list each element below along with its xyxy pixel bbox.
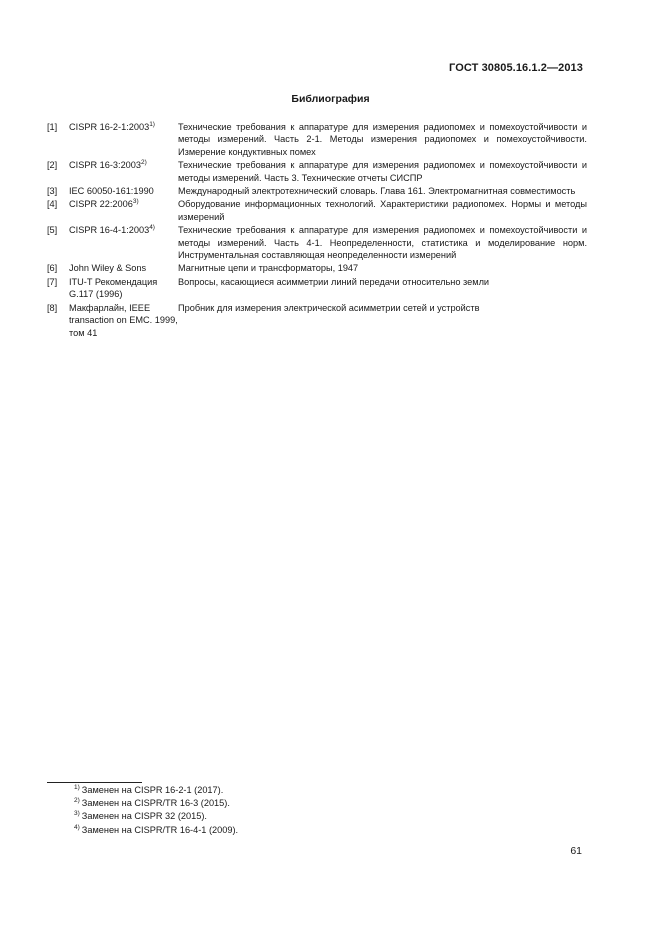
entry-number: [3] xyxy=(47,186,58,197)
footnote-mark: 4) xyxy=(74,823,80,831)
entry-reference xyxy=(69,185,178,198)
entry-reference xyxy=(69,121,178,159)
footnote-text: Заменен на CISPR/TR 16-3 (2015). xyxy=(81,798,230,809)
footnote-mark: 1) xyxy=(149,120,155,128)
entry-reference: ITU-T Рекомендация G.117 (1996) xyxy=(69,276,158,300)
bibliography-entry xyxy=(47,121,587,159)
entry-number: [7] xyxy=(47,276,58,287)
footnote-mark: 4) xyxy=(149,224,155,232)
entry-reference-text: CISPR 16-2-1:2003 xyxy=(69,122,150,132)
footnote-text: Заменен на CISPR 16-2-1 (2017). xyxy=(81,785,224,795)
entry-reference-text: IEC 60050-161:1990 xyxy=(69,186,154,197)
footnote-text: Заменен на CISPR 32 (2015). xyxy=(81,811,207,822)
bibliography-entry xyxy=(47,159,587,185)
bibliography-title: Библиография xyxy=(291,93,370,105)
footnote-mark: 1) xyxy=(74,783,80,791)
entry-number: [2] xyxy=(47,160,58,171)
entry-number: [1] xyxy=(47,122,58,132)
entry-reference xyxy=(69,159,178,185)
entry-description: Технические требования к аппаратуре для измерения радиопомех и помехоустойчивости и методы измерений. Часть 3. Технические отчеты СИСПР xyxy=(178,160,587,183)
footnote-mark: 3) xyxy=(132,198,139,206)
entry-number: [8] xyxy=(47,302,58,313)
entry-reference-text: CISPR 16-3:2003 xyxy=(69,160,142,171)
footnotes xyxy=(74,784,238,837)
standard-designation: ГОСТ 30805.16.1.2—2013 xyxy=(449,62,583,74)
bibliography-entry xyxy=(47,302,587,340)
entry-description: Пробник для измерения электрической асимметрии сетей и устройств xyxy=(178,302,480,313)
bibliography-entry xyxy=(47,198,587,224)
entry-description: Оборудование информационных технологий. Характеристики радиопомех. Нормы и методы измерений xyxy=(178,199,587,222)
entry-number: [6] xyxy=(47,263,58,274)
bibliography-entry xyxy=(47,224,587,262)
bibliography-entry xyxy=(47,262,587,275)
entry-reference xyxy=(69,198,178,224)
page-number: 61 xyxy=(570,845,582,857)
entry-description: Технические требования к аппаратуре для измерения радиопомех и помехоустойчивости и методы измерений. Часть 4-1. Неопределенности, статистика и моделирование норм. Инструментальная составляющая неопределенности измерений xyxy=(178,225,587,261)
entry-description: Технические требования к аппаратуре для измерения радиопомех и помехоустойчивости и методы измерений. Часть 2-1. Методы измерения радиопомех и помехоустойчивости. Измерение кондуктивных помех xyxy=(178,122,587,157)
footnote xyxy=(74,784,238,797)
entry-reference: John Wiley & Sons xyxy=(69,263,147,274)
entry-reference: Макфарлайн, IEEE transaction on EMC. 1999, том 41 xyxy=(69,302,178,338)
entry-description: Международный электротехнический словарь. Глава 161. Электромагнитная совместимость xyxy=(178,186,576,197)
entry-number: [5] xyxy=(47,225,58,236)
footnote xyxy=(74,797,238,810)
footnote-separator xyxy=(47,782,142,783)
bibliography-entry xyxy=(47,276,587,302)
footnote xyxy=(74,824,238,837)
entry-reference xyxy=(69,224,178,262)
entry-description: Магнитные цепи и трансформаторы, 1947 xyxy=(178,263,359,274)
entry-description: Вопросы, касающиеся асимметрии линий передачи относительно земли xyxy=(178,276,490,287)
footnote-mark: 2) xyxy=(141,159,147,167)
footnote-mark: 3) xyxy=(74,810,80,818)
entry-reference-text: CISPR 16-4-1:2003 xyxy=(69,225,150,236)
footnote-text: Заменен на CISPR/TR 16-4-1 (2009). xyxy=(81,824,239,835)
bibliography-table xyxy=(47,121,587,340)
entry-reference-text: CISPR 22:2006 xyxy=(69,199,133,210)
entry-number: [4] xyxy=(47,199,58,210)
footnote xyxy=(74,810,238,823)
footnote-mark: 2) xyxy=(74,797,80,805)
bibliography-entry xyxy=(47,185,587,198)
